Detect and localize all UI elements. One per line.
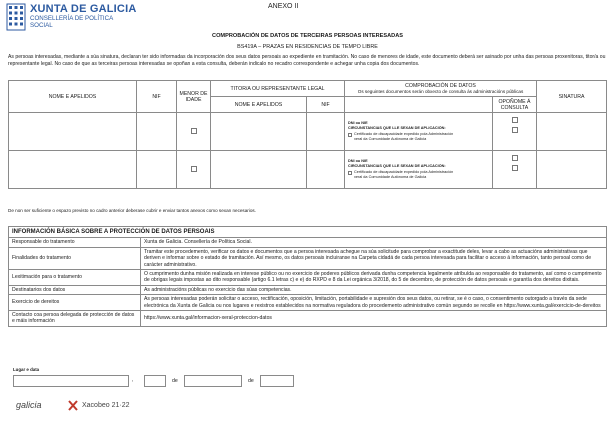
document-title: COMPROBACIÓN DE DATOS DE TERCEIRAS PERSOAS INTERESADAS [212,33,403,39]
minor-cell [177,113,211,151]
tutor-name-cell[interactable] [211,151,307,189]
circumstances-label: CIRCUNSTANCIAS QUE LLE SEXAN DE APLICACIÓN: [348,164,446,169]
header-oppose: OPOÑOME Á CONSULTA [493,97,537,113]
tutor-nif-cell[interactable] [307,113,345,151]
brand-block [30,3,136,29]
header-tutor: TITOR/A OU REPRESENTANTE LEGAL [211,81,345,97]
header-name: NOME E APELIDOS [9,81,137,113]
annex-label: ANEXO II [268,3,299,10]
info-label: Finalidades do tratamento [9,247,141,269]
info-label: Responsable do tratamento [9,238,141,247]
header-tutor-name: NOME E APELIDOS [211,97,307,113]
header-nif: NIF [137,81,177,113]
name-cell[interactable] [9,151,137,189]
header-minor: MENOR DE IDADE [177,81,211,113]
cert-text: Certificado de discapacidade expedido pola Administración [354,131,454,136]
signature-cell[interactable] [537,113,607,151]
circumstances-label: CIRCUNSTANCIAS QUE LLE SEXAN DE APLICACIÓN: [348,126,446,131]
oppose-dni-checkbox[interactable] [512,155,518,161]
intro-paragraph: As persoas interesadas, mediante a súa sinatura, declaran ter sido informadas da incorporación dos seus datos persoais ao expediente en tramitación. No caso de menores de idade, este documento deberá ser asinado por unha das persoas proxenitoras, titor/a ou representante legal. No caso de que as terceiras persoas interesadas se opoñan a esta consulta, deberán indicalo no recadro correspondente e achegar unha copia dos documentos. [8,54,606,67]
galicia-logo-text: galicia [16,400,42,410]
oppose-cell [493,151,537,189]
cert-text: Certificado de discapacidade expedido pola Administración [354,169,454,174]
documents-cell [345,151,493,189]
header-check-title: COMPROBACIÓN DE DATOS [405,83,476,89]
brand-title: XUNTA DE GALICIA [30,3,137,15]
nif-cell[interactable] [137,151,177,189]
info-value: As administracións públicas no exercicio das súas competencias. [141,285,607,294]
xacobeo-logo-text: Xacobeo 21·22 [82,402,130,409]
data-protection-table [8,226,607,327]
dni-label: DNI ou NIE [348,159,368,164]
xunta-shield-icon [6,3,26,31]
year-input[interactable] [260,375,294,387]
header-tutor-nif: NIF [307,97,345,113]
de-separator-2: de [248,378,254,384]
signature-cell[interactable] [537,151,607,189]
minor-checkbox[interactable] [191,128,197,134]
document-header [0,0,615,36]
documents-cell [345,113,493,151]
table-row [9,113,607,151]
oppose-cert-checkbox[interactable] [512,165,518,171]
dni-label: DNI ou NIE [348,121,368,126]
info-value: O cumprimento dunha misión realizada en interese público ou no exercicio de poderes públicos derivada dunha competencia legalmente atribuída ao responsable do tratamento, así como o cumprimento de obrigas legais impostas ao dito responsable (artigo 6.1 letras c) e e) do RXPD e 8 da Lei orgánica 3/2018, do 5 de decembro, de protección de datos persoais e garantía dos dereitos dixitais. [141,270,607,286]
info-row [9,238,607,247]
header-signature: SINATURA [537,81,607,113]
place-input[interactable] [13,375,129,387]
header-check [345,81,537,97]
cert-checkbox[interactable] [348,133,352,137]
brand-subtitle-line2: SOCIAL [30,22,53,29]
info-row [9,247,607,269]
info-value: https://www.xunta.gal/informacion-xeral-proteccion-datos [141,311,607,327]
info-row [9,311,607,327]
document-subtitle: BS419A – PRAZAS EN RESIDENCIAS DE TEMPO LIBRE [237,44,378,50]
info-label: Lexitimación para o tratamento [9,270,141,286]
month-input[interactable] [184,375,242,387]
header-documents [345,97,493,113]
info-row [9,270,607,286]
minor-cell [177,151,211,189]
de-separator-1: de [172,378,178,384]
info-value: Tramitar este procedemento, verificar os datos e documentos que a persoa interesada achegue na súa solicitude para comprobar a exactitude deles, levar a cabo as actuacións administrativas que deriven e informar sobre o estado de tramitación. Así mesmo, os datos persoais incluiranse na Carpeta cidadá de cada persoa interesada para facilitar o acceso á información, tanto persoal como de carácter administrativo. [141,247,607,269]
cert-text-cont: xeral da Comunidade Autónoma de Galicia [354,136,427,141]
xacobeo-x-icon [68,400,78,411]
nif-cell[interactable] [137,113,177,151]
cert-checkbox[interactable] [348,171,352,175]
oppose-cert-checkbox[interactable] [512,127,518,133]
tutor-name-cell[interactable] [211,113,307,151]
table-row [9,151,607,189]
info-label: Destinatarios dos datos [9,285,141,294]
oppose-dni-checkbox[interactable] [512,117,518,123]
info-value: As persoas interesadas poderán solicitar o acceso, rectificación, oposición, limitación, portabilidade e supresión dos seus datos, ou retirar, se é o caso, o consentimento outorgado a través da sede electrónica da Xunta de Galicia ou nos lugares e rexistros establecidos na normativa reguladora do procedemento administrativo común segundo se recolle en https://www.xunta.gal/exercicio-de-dereitos [141,295,607,311]
day-input[interactable] [144,375,166,387]
comma-separator: , [132,377,134,383]
oppose-cell [493,113,537,151]
info-value: Xunta de Galicia. Consellería de Política Social. [141,238,607,247]
footnote: De non ser suficiente o espazo previsto no cadro anterior deberase cubrir e enviar tantos anexos como sexan necesarios. [8,208,256,213]
place-date-label: Lugar e data [13,367,40,372]
info-row [9,295,607,311]
tutor-nif-cell[interactable] [307,151,345,189]
info-label: Exercicio de dereitos [9,295,141,311]
minor-checkbox[interactable] [191,166,197,172]
info-label: Contacto coa persoa delegada de protección de datos e máis información [9,311,141,327]
info-row [9,285,607,294]
brand-subtitle-line1: CONSELLERÍA DE POLÍTICA [30,15,114,22]
data-protection-title: INFORMACIÓN BÁSICA SOBRE A PROTECCIÓN DE DATOS PERSOAIS [9,227,607,238]
cert-text-cont: xeral da Comunidade Autónoma de Galicia [354,174,427,179]
third-parties-table [8,80,607,189]
header-check-subtitle: Os seguintes documentos serán obxecto de consulta ás administracións públicas [357,89,524,94]
name-cell[interactable] [9,113,137,151]
